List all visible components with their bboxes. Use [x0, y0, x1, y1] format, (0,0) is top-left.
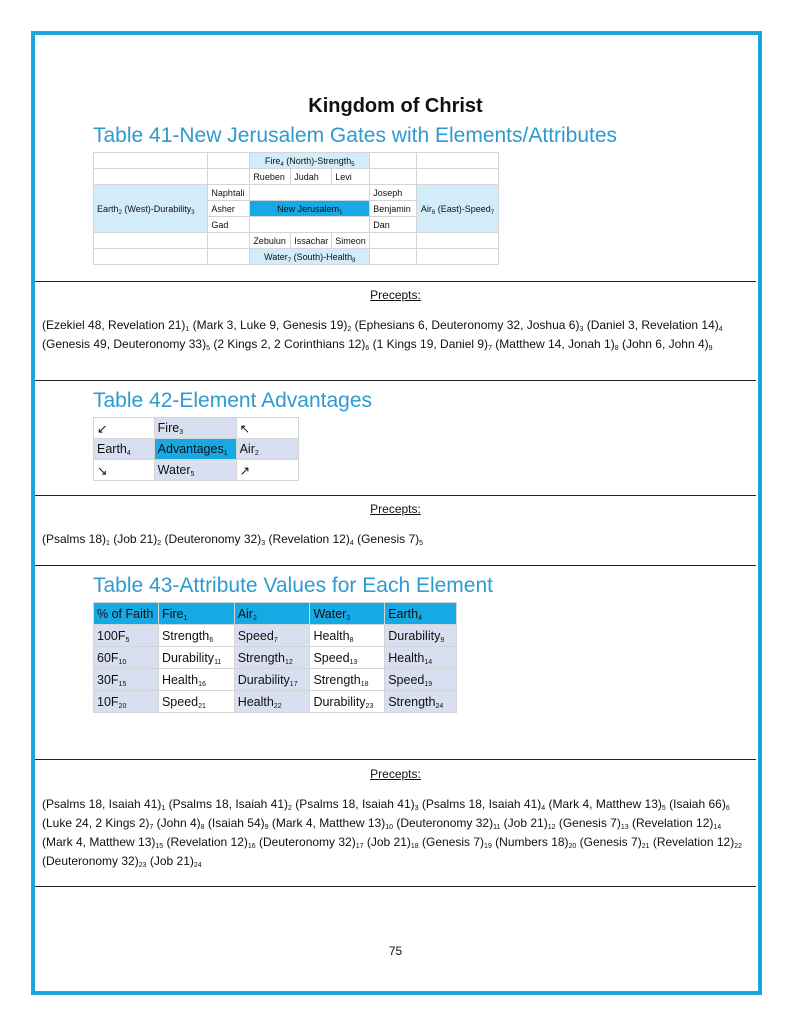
- tribe-cell: Asher: [208, 201, 250, 217]
- tribe-cell: Judah: [291, 169, 332, 185]
- citation-text: (Mark 4, Matthew 13): [42, 835, 156, 849]
- empty-cell: [208, 169, 250, 185]
- citation-number: 5: [661, 805, 666, 812]
- empty-cell: [208, 249, 250, 265]
- citation-text: (Matthew 14, Jonah 1): [491, 337, 615, 351]
- citation-number: 6: [365, 345, 370, 352]
- empty-cell: [417, 249, 499, 265]
- citation-number: 11: [493, 824, 501, 831]
- citation-number: 3: [414, 805, 419, 812]
- citation-number: 2: [157, 540, 162, 547]
- value-cell: Strength$_{24}$: [385, 691, 457, 713]
- tribe-cell: Rueben: [250, 169, 291, 185]
- fire-cell: Fire$_3$: [154, 418, 236, 439]
- citation-number: 18: [410, 843, 419, 850]
- citation-number: 1: [185, 326, 190, 333]
- header-cell: Water$_3$: [310, 603, 385, 625]
- citation-text: (Luke 24, 2 Kings 2): [42, 816, 150, 830]
- value-cell: Strength$_{12}$: [234, 647, 310, 669]
- empty-cell: [94, 169, 208, 185]
- empty-cell: [208, 153, 250, 169]
- air-cell: Air$_2$: [236, 439, 298, 460]
- citation-number: 7: [149, 824, 154, 831]
- water-cell: Water$_5$: [154, 460, 236, 481]
- precepts-heading: Precepts:: [370, 502, 421, 516]
- table-41: [93, 152, 499, 265]
- citation-text: (Job 21): [109, 532, 158, 546]
- citation-text: (Mark 4, Matthew 13): [268, 816, 386, 830]
- value-cell: Health$_{14}$: [385, 647, 457, 669]
- table-41-caption: Table 41-New Jerusalem Gates with Elements/Attributes: [93, 124, 618, 147]
- tribe-cell: Joseph: [370, 185, 417, 201]
- citation-text: (Revelation 12): [649, 835, 735, 849]
- citation-number: 4: [541, 805, 546, 812]
- citation-text: (Genesis 7): [418, 835, 485, 849]
- citation-text: (Ezekiel 48, Revelation 21): [42, 318, 186, 332]
- citation-number: 19: [484, 843, 492, 850]
- citation-number: 8: [614, 345, 619, 352]
- citation-number: 17: [355, 843, 364, 850]
- table-42: [93, 417, 299, 481]
- header-cell: Fire$_1$: [158, 603, 234, 625]
- earth-cell: Earth$_4$: [94, 439, 155, 460]
- citation-number: 14: [713, 824, 722, 831]
- citation-text: (Job 21): [500, 816, 548, 830]
- tribe-cell: Issachar: [291, 233, 332, 249]
- value-cell: Speed$_{19}$: [385, 669, 457, 691]
- south-gate-cell: Water$_7$ (South)-Health$_8$: [250, 249, 370, 265]
- citation-number: 3: [261, 540, 266, 547]
- citation-text: (Revelation 12): [163, 835, 248, 849]
- citation-number: 1: [106, 540, 110, 547]
- citation-number: 22: [734, 843, 742, 850]
- page-number: 75: [388, 944, 403, 958]
- table-42-caption: Table 42-Element Advantages: [93, 389, 373, 412]
- empty-cell: [94, 249, 208, 265]
- precepts-3-text: [42, 795, 754, 871]
- divider: [35, 759, 756, 760]
- empty-cell: [250, 217, 370, 233]
- citation-text: (John 6, John 4): [618, 337, 709, 351]
- table-43: [93, 602, 457, 713]
- citation-text: (Genesis 49, Deuteronomy 33): [42, 337, 207, 351]
- value-cell: Health$_8$: [310, 625, 385, 647]
- citation-text: (Deuteronomy 32): [393, 816, 494, 830]
- divider: [35, 495, 756, 496]
- empty-cell: [94, 233, 208, 249]
- citation-number: 2: [288, 805, 292, 812]
- citation-text: (Genesis 7): [353, 532, 420, 546]
- value-cell: Strength$_{18}$: [310, 669, 385, 691]
- faith-cell: $100F_5$: [94, 625, 159, 647]
- empty-cell: [417, 233, 499, 249]
- citation-text: (Deuteronomy 32): [161, 532, 262, 546]
- tribe-cell: Benjamin: [370, 201, 417, 217]
- precepts-1-text: [42, 316, 754, 354]
- citation-number: 20: [568, 843, 577, 850]
- citation-text: (Genesis 7): [576, 835, 642, 849]
- tribe-cell: Levi: [332, 169, 370, 185]
- citation-text: (Isaiah 66): [665, 797, 726, 811]
- citation-number: 4: [349, 540, 354, 547]
- advantages-cell: Advantages$_1$: [154, 439, 236, 460]
- arrow-ne-icon: ↗: [236, 460, 298, 481]
- divider: [35, 281, 756, 282]
- tribe-cell: Simeon: [332, 233, 370, 249]
- citation-text: (Revelation 12): [628, 816, 714, 830]
- citation-number: 4: [718, 326, 723, 333]
- precepts-2-text: [42, 530, 754, 549]
- value-cell: Health$_{22}$: [234, 691, 310, 713]
- value-cell: Durability$_{23}$: [310, 691, 385, 713]
- value-cell: Durability$_{11}$: [158, 647, 234, 669]
- divider: [35, 565, 756, 566]
- empty-cell: [417, 153, 499, 169]
- citation-text: (Numbers 18): [491, 835, 569, 849]
- tribe-cell: Gad: [208, 217, 250, 233]
- empty-cell: [208, 233, 250, 249]
- citation-number: 8: [200, 824, 205, 831]
- citation-number: 5: [419, 540, 424, 547]
- empty-cell: [94, 153, 208, 169]
- arrow-se-icon: ↘: [94, 460, 155, 481]
- citation-number: 7: [488, 345, 492, 352]
- table-row: [94, 691, 457, 713]
- citation-number: 13: [620, 824, 629, 831]
- citation-text: (Mark 4, Matthew 13): [545, 797, 662, 811]
- faith-cell: $60F_{10}$: [94, 647, 159, 669]
- citation-text: (Psalms 18): [42, 532, 107, 546]
- north-gate-cell: Fire$_4$ (North)-Strength$_5$: [250, 153, 370, 169]
- empty-cell: [370, 233, 417, 249]
- value-cell: Durability$_{17}$: [234, 669, 310, 691]
- table-row: [94, 647, 457, 669]
- new-jerusalem-cell: New Jerusalem$_1$: [250, 201, 370, 217]
- page-title: Kingdom of Christ: [308, 95, 483, 117]
- empty-cell: [370, 153, 417, 169]
- citation-text: (Psalms 18, Isaiah 41): [165, 797, 289, 811]
- citation-number: 5: [206, 345, 210, 352]
- table-row: [94, 669, 457, 691]
- citation-text: (Psalms 18, Isaiah 41): [291, 797, 415, 811]
- arrow-sw-icon: ↙: [94, 418, 155, 439]
- empty-cell: [370, 249, 417, 265]
- citation-text: (Isaiah 54): [204, 816, 265, 830]
- citation-text: (2 Kings 2, 2 Corinthians 12): [210, 337, 366, 351]
- value-cell: Health$_{16}$: [158, 669, 234, 691]
- arrow-nw-icon: ↖: [236, 418, 298, 439]
- header-cell: Earth$_4$: [385, 603, 457, 625]
- citation-text: (Daniel 3, Revelation 14): [583, 318, 719, 332]
- citation-number: 3: [579, 326, 584, 333]
- citation-number: 16: [247, 843, 256, 850]
- citation-number: 1: [161, 805, 166, 812]
- value-cell: Strength$_6$: [158, 625, 234, 647]
- citation-text: (Psalms 18, Isaiah 41): [418, 797, 542, 811]
- citation-number: 15: [155, 843, 164, 850]
- citation-text: (Psalms 18, Isaiah 41): [42, 797, 162, 811]
- header-cell: % of Faith: [94, 603, 159, 625]
- empty-cell: [417, 169, 499, 185]
- citation-text: (John 4): [153, 816, 201, 830]
- faith-cell: $10F_{20}$: [94, 691, 159, 713]
- header-cell: Air$_2$: [234, 603, 310, 625]
- empty-cell: [250, 185, 370, 201]
- value-cell: Speed$_{21}$: [158, 691, 234, 713]
- citation-number: 24: [193, 862, 202, 869]
- citation-number: 9: [264, 824, 269, 831]
- tribe-cell: Naphtali: [208, 185, 250, 201]
- faith-cell: $30F_{15}$: [94, 669, 159, 691]
- citation-number: 6: [725, 805, 730, 812]
- citation-text: (1 Kings 19, Daniel 9): [369, 337, 489, 351]
- empty-cell: [370, 169, 417, 185]
- citation-number: 12: [547, 824, 556, 831]
- table-43-caption: Table 43-Attribute Values for Each Element: [93, 574, 493, 597]
- tribe-cell: Zebulun: [250, 233, 291, 249]
- citation-text: (Ephesians 6, Deuteronomy 32, Joshua 6): [351, 318, 580, 332]
- citation-text: (Deuteronomy 32): [42, 854, 139, 868]
- citation-text: (Revelation 12): [265, 532, 350, 546]
- citation-number: 10: [385, 824, 394, 831]
- divider: [35, 886, 756, 887]
- east-gate-cell: Air$_6$ (East)-Speed$_7$: [417, 185, 499, 233]
- citation-text: (Mark 3, Luke 9, Genesis 19): [189, 318, 348, 332]
- west-gate-cell: Earth$_2$ (West)-Durability$_3$: [94, 185, 208, 233]
- citation-text: (Deuteronomy 32): [255, 835, 356, 849]
- citation-text: (Job 21): [146, 854, 194, 868]
- precepts-heading: Precepts:: [370, 288, 421, 302]
- citation-text: (Genesis 7): [555, 816, 621, 830]
- citation-number: 21: [641, 843, 650, 850]
- citation-number: 23: [138, 862, 147, 869]
- citation-number: 2: [347, 326, 352, 333]
- precepts-heading: Precepts:: [370, 767, 421, 781]
- citation-number: 9: [708, 345, 713, 352]
- tribe-cell: Dan: [370, 217, 417, 233]
- value-cell: Durability$_9$: [385, 625, 457, 647]
- value-cell: Speed$_{13}$: [310, 647, 385, 669]
- table-header-row: [94, 603, 457, 625]
- value-cell: Speed$_7$: [234, 625, 310, 647]
- table-row: [94, 625, 457, 647]
- citation-text: (Job 21): [363, 835, 411, 849]
- divider: [35, 380, 756, 381]
